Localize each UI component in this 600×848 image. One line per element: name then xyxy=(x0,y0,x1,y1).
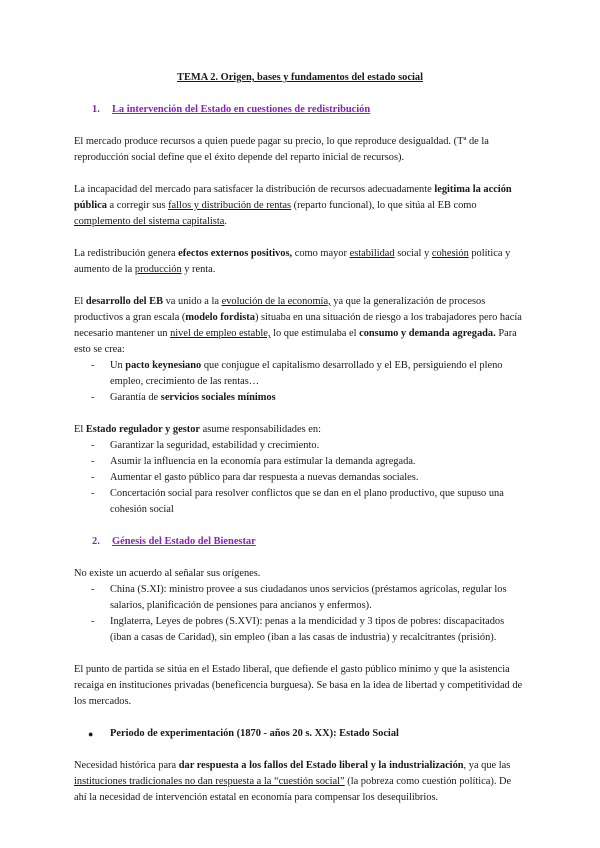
paragraph-legitimacy: La incapacidad del mercado para satisfacer la distribución de recursos adecuadamente legitima la acción pública a corregir sus fallos y distribución de rentas (reparto funcional), lo que sitúa al EB como complemento del sistema capitalista. xyxy=(74,184,512,227)
section-heading-2: 2. Génesis del Estado del Bienestar xyxy=(92,536,256,547)
paragraph-origins: No existe un acuerdo al señalar sus orígenes. xyxy=(74,568,261,579)
document-page xyxy=(74,70,526,822)
paragraph-historical-need: Necesidad histórica para dar respuesta a los fallos del Estado liberal y la industrialización, ya que las instituciones tradicionales no dan respuesta a la “cuestión social” (la pobreza como cuestión política). De ahí la necesidad de intervención estatal en economía para compensar los desequilibrios. xyxy=(74,760,512,803)
paragraph-eb-development: El desarrollo del EB va unido a la evolución de la economía, ya que la generalización de procesos productivos a gran escala (modelo fordista) situaba en una situación de riesgo a los trabajadores pero hacía necesario mantener un nivel de empleo estable, lo que estimulaba el consumo y demanda agregada. Para esto se crea: xyxy=(74,296,522,355)
paragraph-redistribution: La redistribución genera efectos externos positivos, como mayor estabilidad social y cohesión política y aumento de la producción y renta. xyxy=(74,248,511,275)
list-item: - Aumentar el gasto público para dar respuesta a nuevas demandas sociales. xyxy=(74,470,526,486)
paragraph-regulator-state: El Estado regulador y gestor asume responsabilidades en: xyxy=(74,424,321,435)
list-keynesian xyxy=(74,358,526,406)
paragraph-market: El mercado produce recursos a quien puede pagar su precio, lo que reproduce desigualdad. (Tª de la reproducción social define que el éxito depende del reparto inicial de recursos). xyxy=(74,136,489,163)
paragraph-liberal-state: El punto de partida se sitúa en el Estado liberal, que defiende el gasto público mínimo y que la asistencia recaiga en instituciones privadas (beneficencia burguesa). Se basa en la idea de libertad y competitividad de los mercados. xyxy=(74,664,523,707)
list-item: - Garantía de servicios sociales mínimos xyxy=(74,390,526,406)
list-item: - Asumir la influencia en la economía para estimular la demanda agregada. xyxy=(74,454,526,470)
document-title: TEMA 2. Origen, bases y fundamentos del estado social xyxy=(177,72,423,83)
bullet-heading-experimentation: ● Periodo de experimentación (1870 - años 20 s. XX): Estado Social xyxy=(88,726,526,742)
list-item: - Inglaterra, Leyes de pobres (S.XVI): penas a la mendicidad y 3 tipos de pobres: discapacitados (iban a casas de Caridad), sin empleo (iban a las casas de industria) y recalcitrantes (prisión). xyxy=(74,614,526,646)
list-item: - Garantizar la seguridad, estabilidad y crecimiento. xyxy=(74,438,526,454)
list-item: - China (S.XI): ministro provee a sus ciudadanos unos servicios (préstamos agrícolas, regular los salarios, planificación de pensiones para ancianos y enfermos). xyxy=(74,582,526,614)
list-origins xyxy=(74,582,526,646)
section-heading-1: 1. La intervención del Estado en cuestiones de redistribución xyxy=(92,104,371,115)
list-item: - Un pacto keynesiano que conjugue el capitalismo desarrollado y el EB, persiguiendo el pleno empleo, crecimiento de las rentas… xyxy=(74,358,526,390)
list-responsibilities xyxy=(74,438,526,518)
list-item: - Concertación social para resolver conflictos que se dan en el plano productivo, que supuso una cohesión social xyxy=(74,486,526,518)
